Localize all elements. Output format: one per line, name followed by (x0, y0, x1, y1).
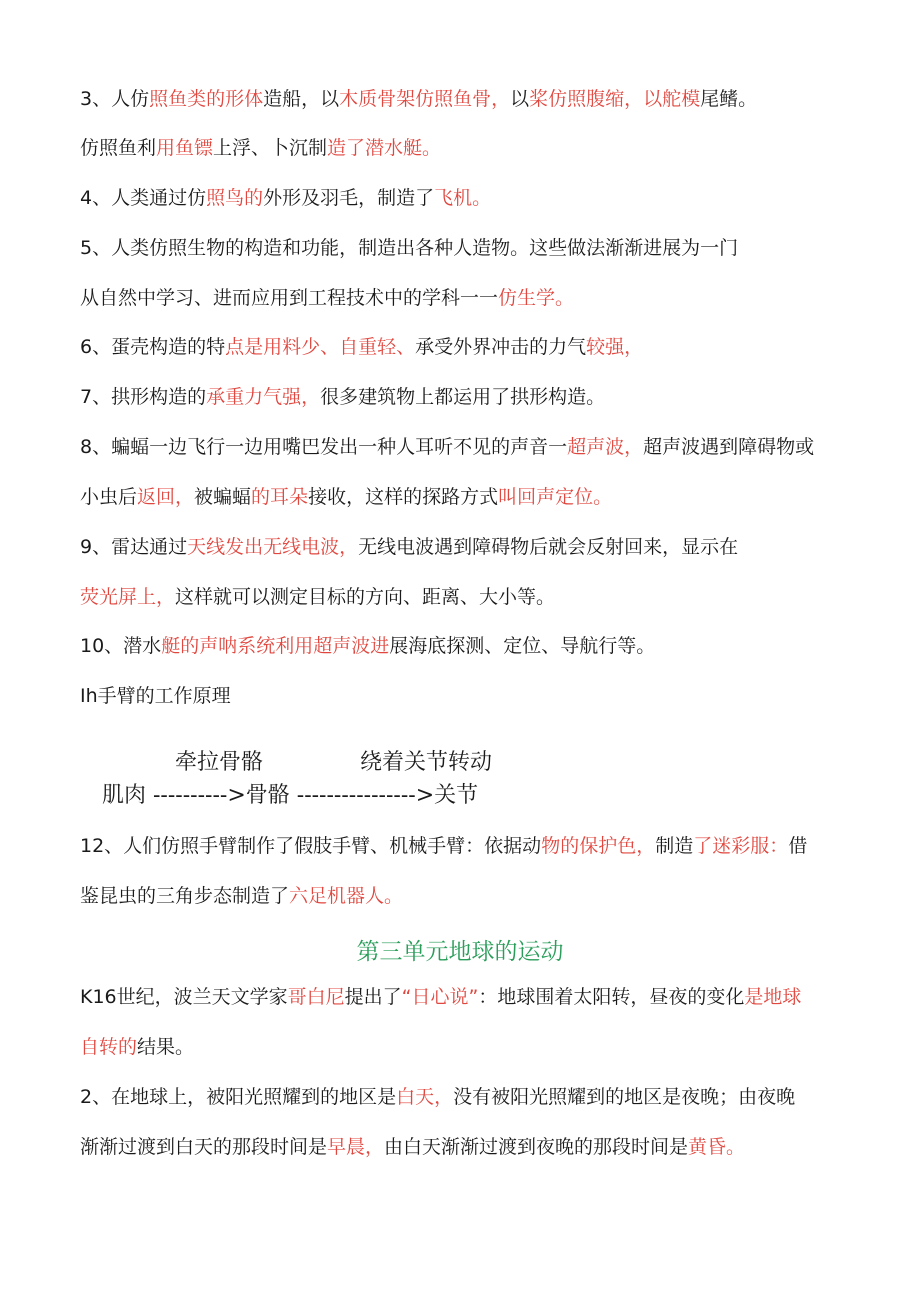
highlighted-text: 物的保护色， (541, 835, 656, 857)
paragraph-line (80, 1084, 795, 1110)
highlighted-text: 飞机。 (434, 187, 492, 209)
paragraph-line (80, 484, 612, 510)
body-text: 造船，以 (263, 88, 340, 110)
highlighted-text: 较强， (586, 336, 644, 358)
body-text: 以 (510, 88, 530, 110)
highlighted-text: 叫回声定位。 (498, 486, 613, 508)
body-text: 尾鳍。 (700, 88, 758, 110)
highlighted-text: 木质骨架仿照鱼骨， (339, 88, 511, 110)
body-text: 借 (788, 835, 808, 857)
highlighted-text: 返回， (137, 486, 195, 508)
body-text: 4、人类通过仿 (80, 187, 207, 209)
highlighted-text: 早晨， (327, 1136, 385, 1158)
body-text: 2、在地球上，被阳光照耀到的地区是 (80, 1086, 397, 1108)
highlighted-text: 艇的声呐系统利用超声波进 (161, 635, 390, 657)
body-text: 被蝙蝠 (194, 486, 252, 508)
paragraph-line (80, 86, 757, 112)
highlighted-text: 是地球 (744, 986, 802, 1008)
highlighted-text: 承重力气强， (206, 386, 321, 408)
body-text: 承受外界冲击的力气 (415, 336, 587, 358)
highlighted-text: 白天， (396, 1086, 454, 1108)
paragraph-line (80, 185, 491, 211)
body-text: 没有被阳光照耀到的地区是夜晚；由夜晚 (453, 1086, 796, 1108)
body-text: 超声波遇到障碍物或 (643, 436, 815, 458)
paragraph-line (80, 1134, 745, 1160)
body-text: 结果。 (137, 1036, 195, 1058)
diagram-label-pull-bone: 牵拉骨骼 (175, 750, 264, 775)
body-text: 渐渐过渡到白天的那段时间是 (80, 1136, 328, 1158)
body-text: 制造 (655, 835, 694, 857)
highlighted-text: 的耳朵 (251, 486, 309, 508)
highlighted-text: 荧光屏上， (80, 586, 176, 608)
body-text: 小虫后 (80, 486, 138, 508)
body-text: 由白天渐渐过渡到夜晚的那段时间是 (384, 1136, 689, 1158)
paragraph-line (80, 633, 655, 659)
paragraph-line (80, 883, 403, 909)
paragraph-line (80, 984, 801, 1010)
highlighted-text: 哥白尼 (287, 986, 345, 1008)
highlighted-text: 点是用料少、自重轻、 (225, 336, 416, 358)
body-text: K16世纪，波兰天文学家 (80, 986, 288, 1008)
body-text: 接收，这样的探路方式 (308, 486, 499, 508)
paragraph-line (80, 235, 738, 261)
highlighted-text: 照鱼类的形体 (149, 88, 264, 110)
paragraph-line (80, 285, 574, 311)
body-text: 提出了 (344, 986, 402, 1008)
paragraph-line (80, 584, 555, 610)
body-text: 3、人仿 (80, 88, 150, 110)
highlighted-text: 六足机器人。 (289, 885, 404, 907)
body-text: 从自然中学习、进而应用到工程技术中的学科一一 (80, 287, 499, 309)
body-text: 展海底探测、定位、导航行等。 (389, 635, 656, 657)
body-text: 仿照鱼利 (80, 137, 157, 159)
highlighted-text: 天线发出无线电波， (187, 536, 359, 558)
highlighted-text: 仿生学。 (498, 287, 575, 309)
highlighted-text: 了迷彩服： (693, 835, 789, 857)
highlighted-text: 自转的 (80, 1036, 138, 1058)
body-text: 外形及羽毛，制造了 (263, 187, 435, 209)
highlighted-text: 用鱼镖 (156, 137, 214, 159)
body-text: 这样就可以测定目标的方向、距离、大小等。 (175, 586, 556, 608)
body-text: 10、潜水 (80, 635, 162, 657)
highlighted-text: 桨仿照腹缩，以舵模 (529, 88, 701, 110)
body-text: 12、人们仿照手臂制作了假肢手臂、机械手臂：依据动 (80, 835, 542, 857)
body-text: 8、蝙蝠一边飞行一边用嘴巴发出一种人耳听不见的声音一 (80, 436, 568, 458)
diagram-arrow-line: 肌肉 ---------->骨骼 ---------------->关节 (102, 783, 479, 808)
paragraph-line (80, 384, 605, 410)
paragraph-line (80, 334, 643, 360)
paragraph-line (80, 1034, 194, 1060)
paragraph-line (80, 534, 738, 560)
body-text: 很多建筑物上都运用了拱形构造。 (320, 386, 606, 408)
section-heading: 第三单元地球的运动 (356, 939, 564, 965)
body-text: 无线电波遇到障碍物后就会反射回来，显示在 (358, 536, 739, 558)
highlighted-text: 造了潜水艇。 (327, 137, 442, 159)
body-text: 鉴昆虫的三角步态制造了 (80, 885, 290, 907)
body-text: 上浮、卜沉制 (213, 137, 328, 159)
body-text: Ih手臂的工作原理 (80, 685, 231, 707)
highlighted-text: 照鸟的 (206, 187, 264, 209)
paragraph-line (80, 135, 441, 161)
body-text: ：地球围着太阳转，昼夜的变化 (478, 986, 745, 1008)
body-text: 5、人类仿照生物的构造和功能，制造出各种人造物。这些做法渐渐进展为一门 (80, 237, 739, 259)
body-text: 7、拱形构造的 (80, 386, 207, 408)
highlighted-text: 超声波， (567, 436, 644, 458)
highlighted-text: “日心说” (401, 986, 479, 1008)
highlighted-text: 黄昏。 (688, 1136, 746, 1158)
body-text: 6、蛋壳构造的特 (80, 336, 226, 358)
diagram-label-rotate-joint: 绕着关节转动 (360, 750, 493, 775)
paragraph-line (80, 833, 807, 859)
paragraph-line (80, 434, 814, 460)
paragraph-line (80, 683, 231, 709)
body-text: 9、雷达通过 (80, 536, 188, 558)
